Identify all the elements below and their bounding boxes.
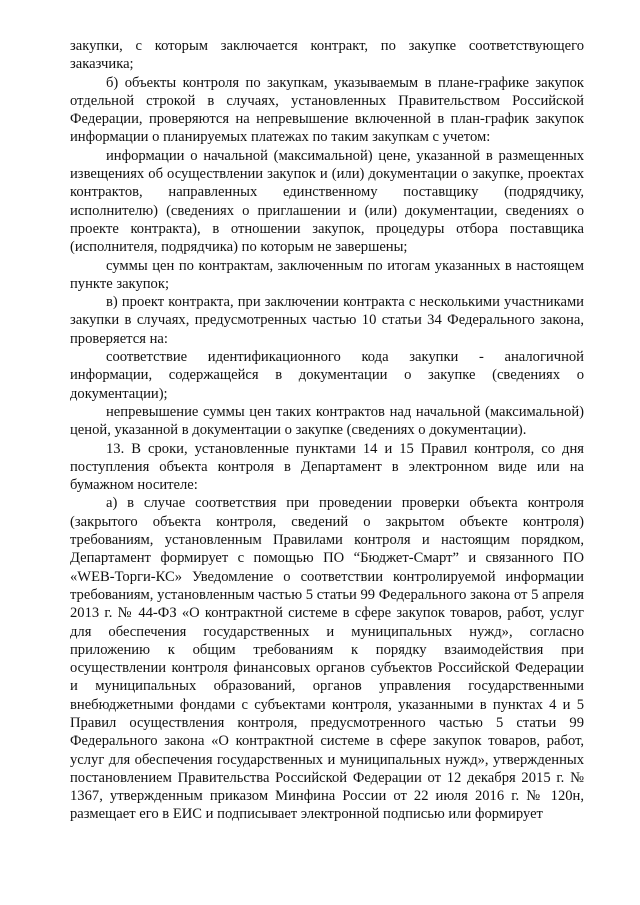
paragraph-item-a: а) в случае соответствия при проведении проверки объекта контроля (закрытого объекта контроля, сведений о закрытом объекте контроля) требованиям, установленным Правилами контроля и настоящим порядком, Департамент формирует с помощью ПО “Бюджет-Смарт” и связанного ПО «WEB-Торги-КС» Уведомление о соответствии контролируемой информации требованиям, установленным частью 5 статьи 99 Федерального закона от 5 апреля 2013 г. № 44-ФЗ «О контрактной системе в сфере закупок товаров, работ, услуг для обеспечения государственных и муниципальных нужд», согласно приложению к общим требованиям к порядку взаимодействия при осуществлении контроля финансовых органов субъектов Российской Федерации и муниципальных образований, органов управления государственными внебюджетными фондами с субъектами контроля, указанными в пунктах 4 и 5 Правил осуществления контроля, предусмотренного частью 5 статьи 99 Федерального закона «О контрактной системе в сфере закупок товаров, работ, услуг для обеспечения государственных и муниципальных нужд», утвержденных постановлением Правительства Российской Федерации от 12 декабря 2015 г. № 1367, утвержденным приказом Минфина России от 22 июля 2016 г. № 120н, размещает его в ЕИС и подписывает электронной подписью или формирует [70, 495, 584, 823]
paragraph-continuation: закупки, с которым заключается контракт, по закупке соответствующего заказчика; [70, 38, 584, 73]
paragraph-initial-price-info: информации о начальной (максимальной) цене, указанной в размещенных извещениях об осуществлении закупок и (или) документации о закупке, проектах контрактов, направленных единственному поставщику (подрядчику, исполнителю) (сведениях о приглашении и (или) документации, сведениях о проекте контракта), в отношении закупок, процедуры отбора поставщика (исполнителя, подрядчика) по которым не завершены; [70, 147, 584, 256]
paragraph-price-not-exceeding: непревышение суммы цен таких контрактов над начальной (максимальной) ценой, указанной в документации о закупке (сведениях о документации). [70, 403, 584, 439]
paragraph-section-13: 13. В сроки, установленные пунктами 14 и 15 Правил контроля, со дня поступления объекта контроля в Департамент в электронном виде или на бумажном носителе: [70, 440, 584, 494]
document-page [70, 37, 584, 824]
paragraph-item-v: в) проект контракта, при заключении контракта с несколькими участниками закупки в случаях, предусмотренных частью 10 статьи 34 Федерального закона, проверяется на: [70, 294, 584, 347]
paragraph-item-b: б) объекты контроля по закупкам, указываемым в плане-графике закупок отдельной строкой в случаях, установленных Правительством Российской Федерации, проверяются на непревышение включенной в план-график закупок информации о планируемых платежах по таким закупкам с учетом: [70, 74, 584, 146]
paragraph-id-code-match: соответствие идентификационного кода закупки - аналогичной информации, содержащейся в документации о закупке (сведениях о документации); [70, 349, 584, 402]
paragraph-contract-sums: суммы цен по контрактам, заключенным по итогам указанных в настоящем пункте закупок; [70, 257, 584, 292]
